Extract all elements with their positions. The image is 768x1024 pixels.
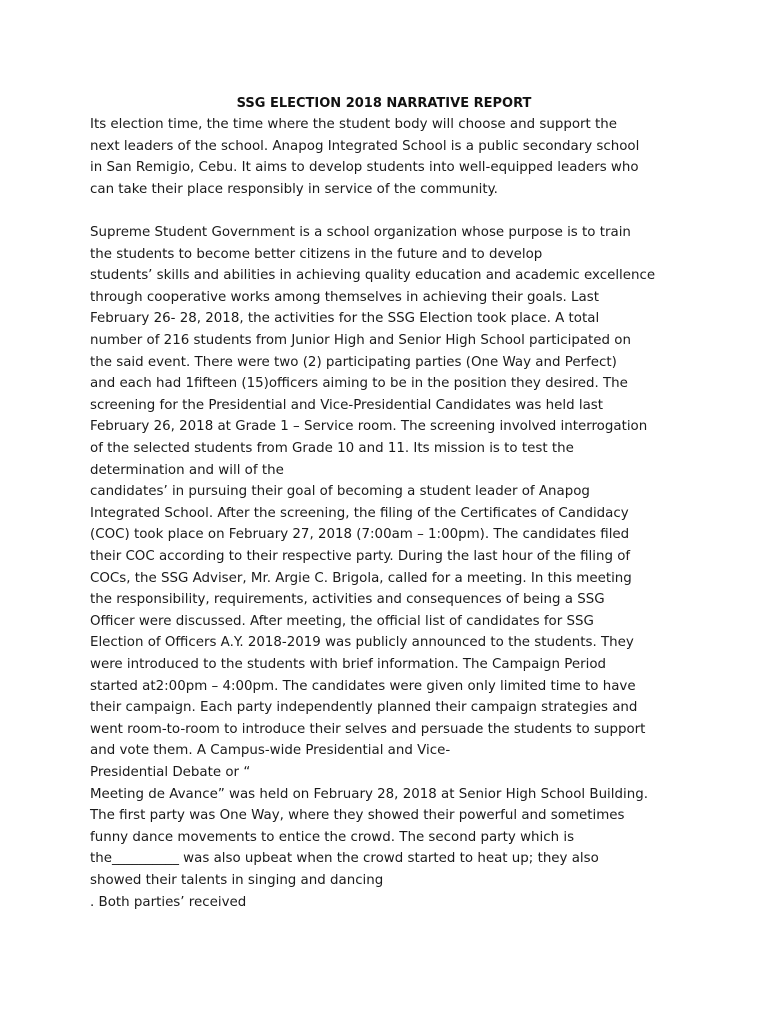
text-line: of the selected students from Grade 10 and 11. Its mission is to test the xyxy=(90,441,574,456)
text-line: the__________ was also upbeat when the crowd started to heat up; they also xyxy=(90,851,599,867)
text-line: COCs, the SSG Adviser, Mr. Argie C. Brigola, called for a meeting. In this meeting xyxy=(90,570,632,586)
text-line: and vote them. A Campus-wide Presidential and Vice- xyxy=(90,743,451,759)
text-line: Integrated School. After the screening, the filing of the Certificates of Candidacy xyxy=(90,505,629,521)
text-line: candidates’ in pursuing their goal of becoming a student leader of Anapog xyxy=(90,484,590,500)
text-line: and each had 1fifteen (15)officers aiming to be in the position they desired. The xyxy=(90,376,628,392)
text-line: started at2:00pm – 4:00pm. The candidates were given only limited time to have xyxy=(90,678,636,694)
text-line: Election of Officers A.Y. 2018-2019 was publicly announced to the students. They xyxy=(90,635,634,651)
text-line: students’ skills and abilities in achieving quality education and academic excellence xyxy=(90,268,656,284)
text-line: determination and will of the xyxy=(90,462,284,478)
text-line: Meeting de Avance” was held on February 28, 2018 at Senior High School Building. xyxy=(90,786,648,802)
text-line: the responsibility, requirements, activities and consequences of being a SSG xyxy=(90,592,605,608)
text-line: were introduced to the students with brief information. The Campaign Period xyxy=(90,657,607,672)
text-line: Supreme Student Government is a school organization whose purpose is to train xyxy=(90,225,631,240)
text-line: their COC according to their respective party. During the last hour of the filing of xyxy=(90,549,631,564)
text-line: funny dance movements to entice the crowd. The second party which is xyxy=(90,829,575,845)
text-line: The first party was One Way, where they showed their powerful and sometimes xyxy=(90,808,625,824)
text-line: showed their talents in singing and dancing xyxy=(90,873,384,888)
document-title: SSG ELECTION 2018 NARRATIVE REPORT xyxy=(236,96,532,111)
text-line: February 26- 28, 2018, the activities for the SSG Election took place. A total xyxy=(90,311,600,327)
text-line: Its election time, the time where the student body will choose and support the xyxy=(90,117,618,132)
text-line: in San Remigio, Cebu. It aims to develop students into well-equipped leaders who xyxy=(90,160,639,176)
text-line: Presidential Debate or “ xyxy=(90,765,251,780)
text-line: number of 216 students from Junior High and Senior High School participated on xyxy=(90,333,631,348)
text-line: next leaders of the school. Anapog Integrated School is a public secondary school xyxy=(90,138,640,154)
text-line: the students to become better citizens in the future and to develop xyxy=(90,246,543,262)
text-line: . Both parties’ received xyxy=(90,894,247,910)
text-line: can take their place responsibly in service of the community. xyxy=(90,181,498,197)
text-line: screening for the Presidential and Vice-Presidential Candidates was held last xyxy=(90,397,604,413)
text-line: Officer were discussed. After meeting, the official list of candidates for SSG xyxy=(90,613,594,629)
text-line: through cooperative works among themselves in achieving their goals. Last xyxy=(90,289,599,305)
text-line: went room-to-room to introduce their selves and persuade the students to support xyxy=(90,721,646,737)
text-line: February 26, 2018 at Grade 1 – Service room. The screening involved interrogation xyxy=(90,419,648,435)
text-line: the said event. There were two (2) participating parties (One Way and Perfect) xyxy=(90,354,617,370)
text-line: (COC) took place on February 27, 2018 (7:00am – 1:00pm). The candidates filed xyxy=(90,527,630,543)
text-line: their campaign. Each party independently planned their campaign strategies and xyxy=(90,700,638,716)
